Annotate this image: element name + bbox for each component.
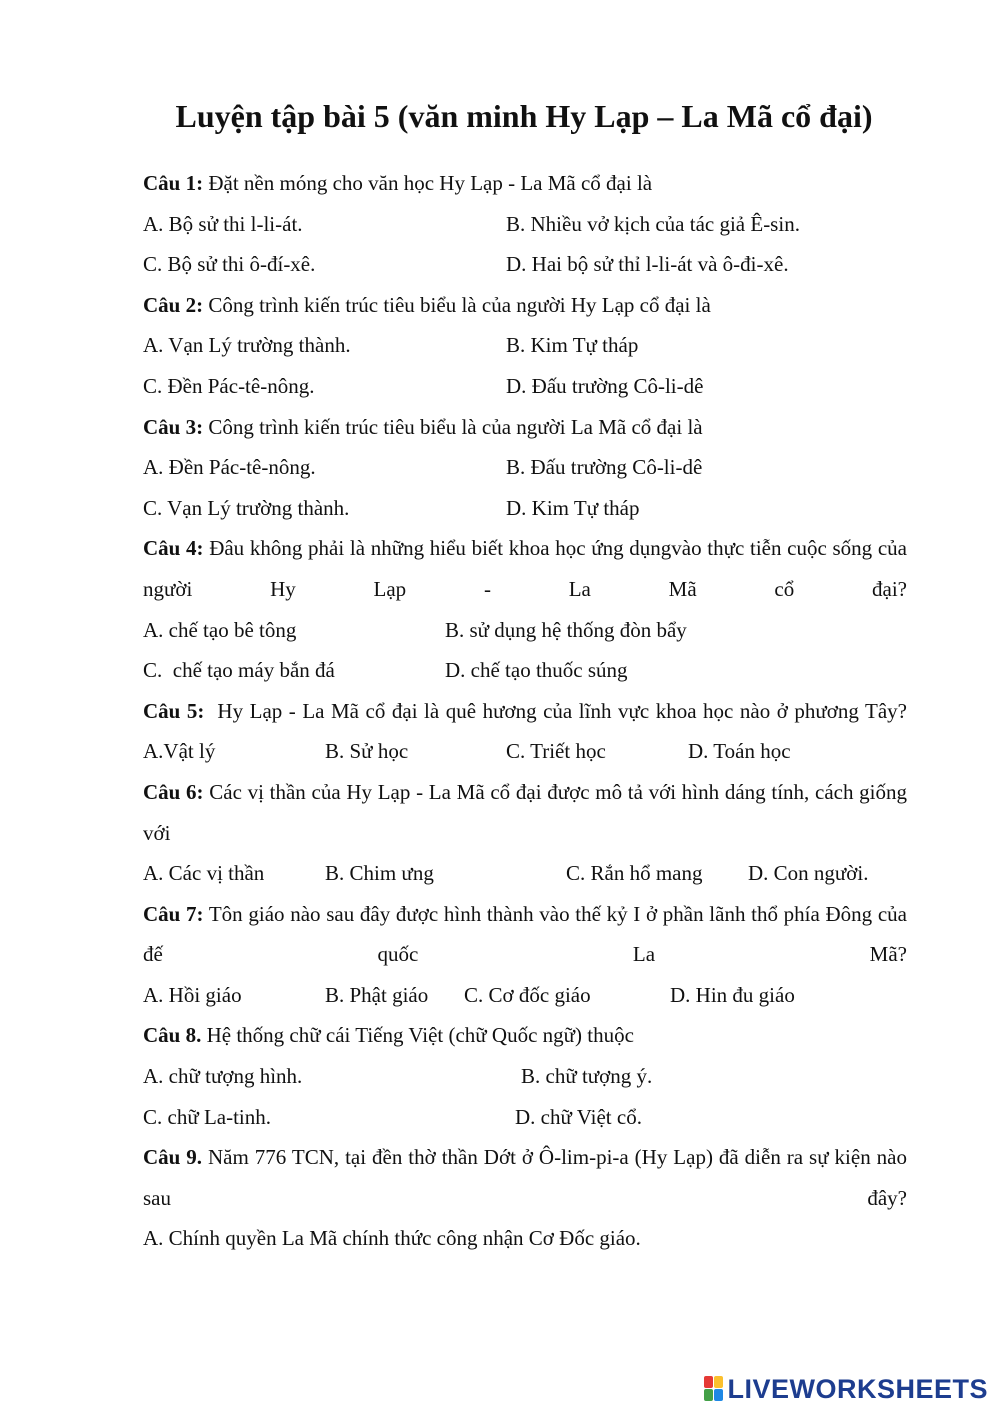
option-c[interactable]: C. Đền Pác-tê-nông.	[143, 373, 315, 398]
question-text: Tôn giáo nào sau đây được hình thành vào thế kỷ I ở phần lãnh thổ phía Đông của đế quốc La Mã?	[143, 901, 907, 967]
question-text: Các vị thần của Hy Lạp - La Mã cổ đại được mô tả với hình dáng tính, cách giống với	[143, 779, 907, 845]
options-row	[143, 325, 907, 366]
worksheet	[143, 163, 907, 1259]
option-c[interactable]: C. Bộ sử thi ô-đí-xê.	[143, 252, 316, 277]
option-a[interactable]: A. chế tạo bê tông	[143, 617, 297, 642]
option-a[interactable]: A. Vạn Lý trường thành.	[143, 333, 351, 358]
logo-square	[704, 1389, 713, 1401]
question-text: Công trình kiến trúc tiêu biểu là của người Hy Lạp cổ đại là	[203, 292, 711, 317]
option-a[interactable]: A. Chính quyền La Mã chính thức công nhận Cơ Đốc giáo.	[143, 1226, 641, 1251]
option-d[interactable]: D. Hai bộ sử thỉ l-li-át và ô-đi-xê.	[506, 252, 789, 277]
question-8	[143, 1015, 907, 1056]
option-b[interactable]: B. sử dụng hệ thống đòn bẩy	[445, 617, 687, 642]
option-b[interactable]: B. Sử học	[325, 739, 409, 764]
question-label: Câu 9.	[143, 1145, 203, 1170]
question-text: Đâu không phải là những hiểu biết khoa học ứng dụngvào thực tiễn cuộc sống của người Hy Lạp - La Mã cổ đại?	[143, 536, 907, 601]
options-row	[143, 1218, 907, 1259]
option-d[interactable]: D. Hin đu giáo	[670, 982, 795, 1007]
option-b[interactable]: B. Nhiều vở kịch của tác giả Ê-sin.	[506, 211, 800, 236]
option-c[interactable]: C. Triết học	[506, 739, 606, 764]
option-c[interactable]: C. Cơ đốc giáo	[464, 982, 591, 1007]
option-a[interactable]: A. Đền Pác-tê-nông.	[143, 455, 316, 480]
option-a[interactable]: A.Vật lý	[143, 739, 216, 764]
question-label: Câu 2:	[143, 292, 204, 317]
option-c[interactable]: C. chế tạo máy bắn đá	[143, 658, 335, 683]
logo-text: LIVEWORKSHEETS	[727, 1373, 988, 1404]
question-4	[143, 528, 907, 609]
options-row	[143, 650, 907, 691]
option-a[interactable]: A. Các vị thần	[143, 861, 265, 886]
question-label: Câu 1:	[143, 171, 204, 195]
question-label: Câu 7:	[143, 901, 204, 926]
question-label: Câu 6:	[143, 779, 204, 804]
options-row	[143, 488, 907, 529]
question-9	[143, 1137, 907, 1218]
question-text: Đặt nền móng cho văn học Hy Lạp - La Mã cổ đại là	[203, 171, 653, 195]
question-text: Công trình kiến trúc tiêu biểu là của người La Mã cổ đại là	[203, 414, 703, 439]
option-d[interactable]: D. chế tạo thuốc súng	[445, 658, 628, 683]
options-row	[143, 1097, 907, 1138]
logo-square	[714, 1389, 723, 1401]
question-5	[143, 691, 907, 732]
logo-icon	[704, 1376, 724, 1402]
option-a[interactable]: A. chữ tượng hình.	[143, 1064, 303, 1089]
question-text: Năm 776 TCN, tại đền thờ thần Dớt ở Ô-lim-pi-a (Hy Lạp) đã diễn ra sự kiện nào sau đây?	[143, 1145, 907, 1210]
logo-square	[714, 1376, 723, 1388]
options-row	[143, 204, 907, 245]
question-label: Câu 8.	[143, 1023, 202, 1048]
page-title: Luyện tập bài 5 (văn minh Hy Lạp – La Mã cổ đại)	[175, 98, 873, 134]
option-b[interactable]: B. Phật giáo	[325, 982, 429, 1007]
option-b[interactable]: B. chữ tượng ý.	[521, 1064, 653, 1089]
question-label: Câu 4:	[143, 536, 204, 561]
logo-square	[704, 1376, 713, 1388]
question-7	[143, 894, 907, 975]
options-row	[143, 366, 907, 407]
question-2	[143, 285, 907, 326]
options-row	[143, 975, 907, 1016]
option-d[interactable]: D. chữ Việt cổ.	[515, 1104, 642, 1129]
question-text: Hy Lạp - La Mã cổ đại là quê hương của lĩnh vực khoa học nào ở phương Tây?	[204, 698, 908, 723]
option-b[interactable]: B. Kim Tự tháp	[506, 333, 639, 358]
options-row	[143, 447, 907, 488]
options-row	[143, 731, 907, 772]
question-1	[143, 163, 907, 204]
options-row	[143, 610, 907, 651]
option-b[interactable]: B. Đấu trường Cô-li-dê	[506, 455, 703, 480]
option-a[interactable]: A. Bộ sử thi l-li-át.	[143, 211, 303, 236]
question-label: Câu 3:	[143, 414, 204, 439]
liveworksheets-logo	[704, 1372, 988, 1406]
option-d[interactable]: D. Đấu trường Cô-li-dê	[506, 373, 704, 398]
question-6	[143, 772, 907, 853]
option-a[interactable]: A. Hồi giáo	[143, 982, 242, 1007]
options-row	[143, 1056, 907, 1097]
options-row	[143, 244, 907, 285]
question-text: Hệ thống chữ cái Tiếng Việt (chữ Quốc ngữ) thuộc	[201, 1023, 634, 1048]
option-c[interactable]: C. chữ La-tinh.	[143, 1104, 272, 1129]
question-3	[143, 407, 907, 448]
option-b[interactable]: B. Chim ưng	[325, 861, 434, 886]
option-d[interactable]: D. Toán học	[688, 739, 791, 764]
question-label: Câu 5:	[143, 698, 205, 723]
option-d[interactable]: D. Kim Tự tháp	[506, 495, 640, 520]
options-row	[143, 853, 907, 894]
option-c[interactable]: C. Vạn Lý trường thành.	[143, 495, 350, 520]
option-c[interactable]: C. Rắn hổ mang	[566, 861, 703, 886]
option-d[interactable]: D. Con người.	[748, 861, 869, 886]
